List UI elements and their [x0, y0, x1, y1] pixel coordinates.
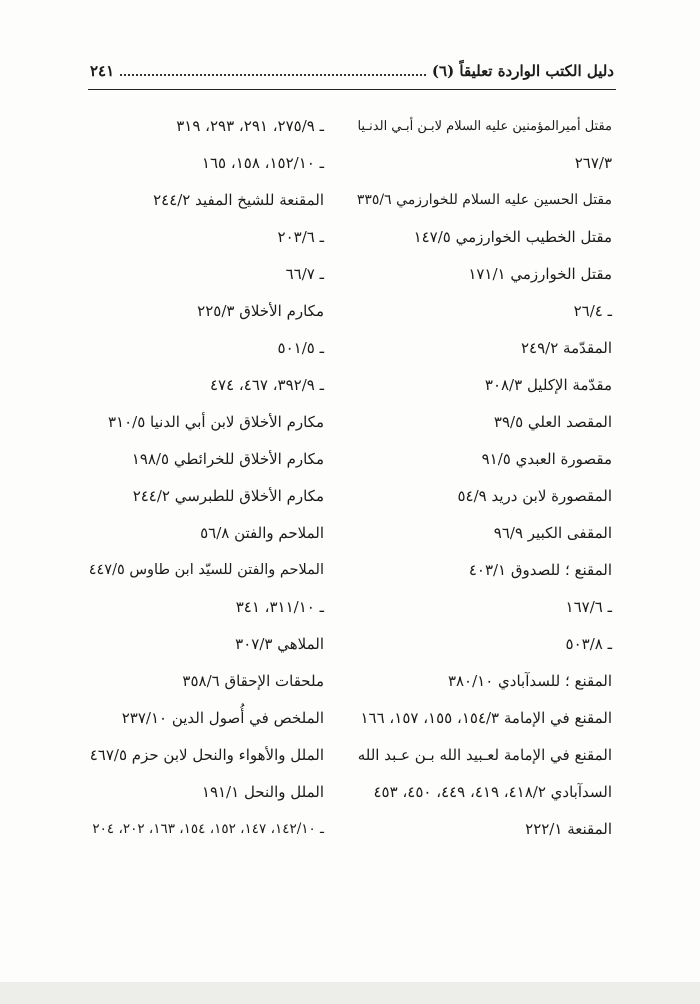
header-title: دليل الكتب الواردة تعليقاً (٦)	[431, 62, 614, 80]
index-entry: الملل والأهواء والنحل لابن حزم ٤٦٧/٥	[89, 746, 324, 764]
index-entry: مكارم الأخلاق ٢٢٥/٣	[197, 302, 324, 320]
index-entry: مقتل الحسين عليه السلام للخوارزمي ٣٣٥/٦	[356, 192, 612, 208]
index-entry: السدآبادي ٤١٨/٢، ٤١٩، ٤٤٩، ٤٥٠، ٤٥٣	[373, 783, 612, 801]
index-entry: المقصورة لابن دريد ٥٤/٩	[457, 487, 612, 505]
index-entry: مقصورة العبدي ٩١/٥	[481, 450, 612, 468]
index-entry: مكارم الأخلاق للطبرسي ٢٤٤/٢	[132, 487, 324, 505]
index-entry: ـ ١٦٧/٦	[565, 598, 612, 616]
index-entry: المقنع ؛ للسدآبادي ٣٨٠/١٠	[447, 672, 612, 690]
index-entry: ـ ٦٦/٧	[285, 265, 324, 283]
index-entry: ـ ٢٦/٤	[573, 302, 612, 320]
index-entry: ـ ١٤٢/١٠، ١٤٧، ١٥٢، ١٥٤، ١٦٣، ٢٠٢، ٢٠٤	[92, 821, 324, 837]
page-bottom-margin	[0, 982, 700, 1004]
index-entry: المقنع في الإمامة لعـبيد الله بـن عـبد الله	[357, 746, 612, 764]
index-entry: المقنعة ٢٢٢/١	[525, 820, 612, 838]
index-entry: ـ ٣٩٢/٩، ٤٦٧، ٤٧٤	[209, 376, 324, 394]
index-entry: الملل والنحل ١٩١/١	[201, 783, 324, 801]
index-entry: المقنع في الإمامة ١٥٤/٣، ١٥٥، ١٥٧، ١٦٦	[360, 709, 612, 727]
index-entry: ملحقات الإحقاق ٣٥٨/٦	[182, 672, 324, 690]
index-entry: المقصد العلي ٣٩/٥	[493, 413, 612, 431]
index-entry: مكارم الأخلاق للخرائطي ١٩٨/٥	[131, 450, 324, 468]
index-entry: مقتل الخوارزمي ١٧١/١	[468, 265, 612, 283]
index-entry: المقفى الكبير ٩٦/٩	[493, 524, 612, 542]
running-header	[90, 62, 614, 86]
index-entry: الملاهي ٣٠٧/٣	[235, 635, 324, 653]
index-entry: الملخص في أُصول الدين ٢٣٧/١٠	[121, 709, 324, 727]
page-number: ٢٤١	[90, 62, 115, 80]
index-entry: ـ ١٥٢/١٠، ١٥٨، ١٦٥	[201, 154, 324, 172]
index-entry: ـ ٣١١/١٠، ٣٤١	[235, 598, 324, 616]
index-entry: ٢٦٧/٣	[574, 154, 612, 172]
index-entry: مقدّمة الإكليل ٣٠٨/٣	[484, 376, 612, 394]
header-rule	[88, 89, 616, 90]
index-columns	[88, 108, 616, 848]
index-entry: مقتل أميرالمؤمنين عليه السلام لابـن أبـي الدنـيا	[357, 119, 612, 134]
index-entry: المقنعة للشيخ المفيد ٢٤٤/٢	[153, 191, 324, 209]
header-leader-dots	[120, 62, 426, 76]
index-entry: ـ ٥٠٣/٨	[565, 635, 612, 653]
index-entry: ـ ٥٠١/٥	[277, 339, 324, 357]
index-column-left	[88, 108, 352, 848]
index-entry: الملاحم والفتن ٥٦/٨	[200, 524, 324, 542]
index-entry: الملاحم والفتن للسيّد ابن طاوس ٤٤٧/٥	[88, 562, 324, 578]
index-entry: المقنع ؛ للصدوق ٤٠٣/١	[468, 561, 612, 579]
index-column-right	[352, 108, 616, 848]
index-entry: ـ ٢٠٣/٦	[277, 228, 324, 246]
index-entry: مقتل الخطيب الخوارزمي ١٤٧/٥	[413, 228, 612, 246]
index-entry: مكارم الأخلاق لابن أبي الدنيا ٣١٠/٥	[108, 413, 324, 431]
index-entry: المقدّمة ٢٤٩/٢	[521, 339, 612, 357]
index-entry: ـ ٢٧٥/٩، ٢٩١، ٢٩٣، ٣١٩	[176, 117, 324, 135]
